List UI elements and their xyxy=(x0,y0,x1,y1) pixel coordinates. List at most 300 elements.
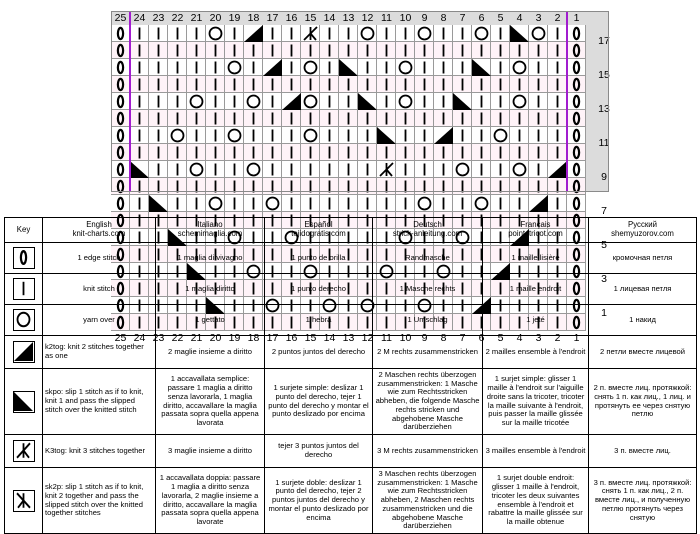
edge-stitch-icon xyxy=(567,76,586,93)
knit-stitch-icon xyxy=(263,127,282,144)
chart-cell xyxy=(149,93,168,110)
chart-cell xyxy=(491,25,510,42)
chart-cell xyxy=(453,144,472,161)
column-number: 17 xyxy=(266,332,279,344)
edge-stitch-icon-glyph xyxy=(14,248,33,267)
header-francais-site: pointstricot.com xyxy=(508,229,563,238)
knit-stitch-icon xyxy=(149,161,168,178)
chart-cell xyxy=(282,144,301,161)
edge-line-left xyxy=(129,11,131,192)
header-deutsch-label: Deutsch xyxy=(413,220,442,230)
chart-cell xyxy=(111,110,130,127)
knit-stitch-icon xyxy=(225,161,244,178)
column-number: 3 xyxy=(535,332,542,344)
knit-stitch-icon xyxy=(491,195,510,212)
skpo-icon xyxy=(377,127,396,144)
knit-stitch-icon xyxy=(282,195,301,212)
knit-stitch-icon xyxy=(415,127,434,144)
legend-cell-ru: 3 п. вместе лиц. xyxy=(589,435,697,468)
knit-stitch-icon xyxy=(358,195,377,212)
column-number: 25 xyxy=(114,12,127,24)
chart-cell xyxy=(130,59,149,76)
yarn-over-icon xyxy=(472,195,491,212)
k3tog-icon xyxy=(301,25,320,42)
knit-stitch-icon xyxy=(168,195,187,212)
legend-cell-de: Randmasche xyxy=(373,243,483,274)
knit-stitch-icon xyxy=(149,93,168,110)
knit-stitch-icon xyxy=(149,127,168,144)
chart-cell xyxy=(453,127,472,144)
chart-cell xyxy=(415,144,434,161)
chart-cell xyxy=(491,76,510,93)
knit-stitch-icon xyxy=(149,178,168,195)
knit-stitch-icon xyxy=(225,195,244,212)
chart-cell xyxy=(453,76,472,93)
chart-cell xyxy=(206,59,225,76)
chart-cell xyxy=(301,42,320,59)
knit-stitch-icon xyxy=(149,144,168,161)
chart-cell xyxy=(130,127,149,144)
chart-cell xyxy=(206,178,225,195)
knit-stitch-icon xyxy=(320,59,339,76)
column-number: 4 xyxy=(516,12,523,24)
knit-stitch-icon xyxy=(206,59,225,76)
edge-stitch-icon xyxy=(567,127,586,144)
edge-line-right xyxy=(566,11,568,192)
yarn-over-icon xyxy=(301,127,320,144)
chart-cell xyxy=(111,93,130,110)
knit-stitch-icon xyxy=(548,110,567,127)
k2tog-icon-glyph xyxy=(14,342,33,361)
knit-stitch-icon xyxy=(13,278,35,300)
knit-stitch-icon xyxy=(225,144,244,161)
knit-stitch-icon xyxy=(187,195,206,212)
chart-cell xyxy=(358,161,377,178)
chart-cell xyxy=(168,59,187,76)
yarn-over-icon xyxy=(225,127,244,144)
legend-cell-es: 1 punto derecho xyxy=(265,274,373,305)
chart-cell xyxy=(320,59,339,76)
knit-stitch-icon xyxy=(510,127,529,144)
knit-stitch-icon xyxy=(282,25,301,42)
header-key-label: Key xyxy=(16,224,31,234)
knit-stitch-icon xyxy=(548,76,567,93)
chart-cell xyxy=(529,76,548,93)
sk2p-symbol-cell xyxy=(5,468,43,534)
yarn-over-icon xyxy=(415,195,434,212)
legend-cell-ru: 3 п. вместе лиц. протяжкой: снять 1 п. как лиц., 2 п. вместе лиц., и полученную петлю протянуть через снятую xyxy=(589,468,697,534)
column-number: 14 xyxy=(323,12,336,24)
row-number: 5 xyxy=(601,239,607,251)
chart-cell xyxy=(244,127,263,144)
chart-cell xyxy=(282,59,301,76)
chart-cell xyxy=(339,144,358,161)
knit-stitch-icon xyxy=(415,42,434,59)
knit-stitch-icon xyxy=(339,42,358,59)
chart-cell xyxy=(510,110,529,127)
knit-stitch-icon xyxy=(377,76,396,93)
chart-cell xyxy=(472,195,491,212)
chart-cell xyxy=(149,161,168,178)
chart-cell xyxy=(358,59,377,76)
knit-stitch-icon xyxy=(244,144,263,161)
chart-cell xyxy=(244,25,263,42)
knit-stitch-icon xyxy=(320,110,339,127)
knit-stitch-icon xyxy=(301,195,320,212)
knit-stitch-icon xyxy=(206,93,225,110)
k3tog-icon xyxy=(13,440,35,462)
chart-cell xyxy=(130,178,149,195)
knit-stitch-icon xyxy=(434,25,453,42)
k3tog-symbol-cell xyxy=(5,435,43,468)
chart-cell xyxy=(301,144,320,161)
chart-cell xyxy=(244,161,263,178)
knit-stitch-icon xyxy=(472,93,491,110)
knit-stitch-icon xyxy=(130,178,149,195)
chart-cell xyxy=(567,93,586,110)
legend-cell-en: yarn over xyxy=(43,305,156,336)
chart-cell xyxy=(377,178,396,195)
knit-stitch-icon xyxy=(187,127,206,144)
header-key xyxy=(5,218,43,243)
chart-cell xyxy=(168,195,187,212)
chart-cell xyxy=(225,178,244,195)
chart-cell xyxy=(320,178,339,195)
knit-stitch-icon xyxy=(130,76,149,93)
knit-stitch-icon xyxy=(453,110,472,127)
legend-row-k2tog xyxy=(5,336,697,369)
yarn-over-icon xyxy=(206,195,225,212)
chart-cell xyxy=(206,76,225,93)
knit-stitch-icon xyxy=(301,144,320,161)
chart-cell xyxy=(491,144,510,161)
knit-stitch-icon xyxy=(510,144,529,161)
legend-cell-en: K3tog: knit 3 stitches together xyxy=(43,435,156,468)
chart-cell xyxy=(244,195,263,212)
chart-cell xyxy=(453,25,472,42)
chart-cell xyxy=(415,25,434,42)
chart-cell xyxy=(396,144,415,161)
row-number: 3 xyxy=(601,273,607,285)
chart-cell xyxy=(244,178,263,195)
chart-cell xyxy=(548,127,567,144)
row-number: 7 xyxy=(601,205,607,217)
chart-cell xyxy=(415,76,434,93)
knit-stitch-icon xyxy=(529,161,548,178)
header-italiano-label: Italiano xyxy=(197,220,223,230)
knit-stitch-icon xyxy=(510,76,529,93)
chart-cell xyxy=(339,42,358,59)
knit-stitch-icon xyxy=(320,144,339,161)
knit-stitch-icon xyxy=(263,93,282,110)
chart-cell xyxy=(472,178,491,195)
knit-stitch-icon xyxy=(244,59,263,76)
legend-cell-es: 2 puntos juntos del derecho xyxy=(265,336,373,369)
yarn-over-icon xyxy=(168,127,187,144)
column-number: 11 xyxy=(381,12,392,24)
chart-cell xyxy=(396,76,415,93)
chart-cell xyxy=(548,144,567,161)
knit-stitch-icon xyxy=(244,127,263,144)
knit-stitch-icon xyxy=(377,59,396,76)
chart-cell xyxy=(130,93,149,110)
column-number: 3 xyxy=(535,12,542,24)
edge-stitch-icon xyxy=(111,195,130,212)
knit-stitch-icon xyxy=(472,76,491,93)
knit-stitch-icon xyxy=(415,161,434,178)
chart-cell xyxy=(377,42,396,59)
column-number: 22 xyxy=(171,12,184,24)
column-number: 18 xyxy=(247,332,260,344)
chart-cell xyxy=(396,59,415,76)
chart-cell xyxy=(396,178,415,195)
knit-stitch-icon xyxy=(491,25,510,42)
knit-stitch-icon xyxy=(244,42,263,59)
yarn-over-icon xyxy=(187,161,206,178)
knit-stitch-icon xyxy=(320,93,339,110)
knit-stitch-icon xyxy=(377,178,396,195)
knit-stitch-icon xyxy=(358,76,377,93)
chart-cell xyxy=(187,161,206,178)
knit-stitch-icon xyxy=(187,59,206,76)
knit-stitch-icon xyxy=(434,195,453,212)
knit-stitch-icon xyxy=(491,42,510,59)
chart-cell xyxy=(510,195,529,212)
legend-cell-it: 1 maglia diritto xyxy=(156,274,265,305)
chart-cell xyxy=(510,25,529,42)
knit-stitch-icon xyxy=(510,178,529,195)
chart-cell xyxy=(225,93,244,110)
knit-stitch-symbol-cell xyxy=(5,274,43,305)
chart-cell xyxy=(168,76,187,93)
column-number: 21 xyxy=(190,332,203,344)
knit-stitch-icon xyxy=(168,25,187,42)
row-number: 13 xyxy=(598,103,610,115)
knit-stitch-icon xyxy=(453,195,472,212)
yarn-over-icon xyxy=(510,59,529,76)
chart-cell xyxy=(529,195,548,212)
yarn-over-icon xyxy=(301,59,320,76)
chart-cell xyxy=(396,25,415,42)
edge-stitch-icon xyxy=(111,161,130,178)
chart-cell xyxy=(263,42,282,59)
column-number: 19 xyxy=(228,332,241,344)
column-number: 15 xyxy=(304,332,317,344)
column-number: 13 xyxy=(342,332,355,344)
chart-cell xyxy=(453,42,472,59)
chart-cell xyxy=(548,76,567,93)
knit-stitch-icon-glyph xyxy=(14,279,33,298)
chart-cell xyxy=(453,195,472,212)
chart-cell xyxy=(529,59,548,76)
chart-cell xyxy=(548,178,567,195)
knit-stitch-icon xyxy=(206,144,225,161)
chart-cell xyxy=(149,178,168,195)
skpo-icon xyxy=(472,59,491,76)
chart-cell xyxy=(491,127,510,144)
chart-cell xyxy=(149,110,168,127)
chart-cell xyxy=(187,195,206,212)
edge-stitch-icon xyxy=(567,25,586,42)
chart-cell xyxy=(396,161,415,178)
knit-stitch-icon xyxy=(396,127,415,144)
knit-stitch-icon xyxy=(149,59,168,76)
knit-stitch-icon xyxy=(529,76,548,93)
header-deutsch-site: strick-anleitung.com xyxy=(392,229,463,238)
chart-cell xyxy=(263,144,282,161)
edge-stitch-icon xyxy=(111,110,130,127)
knit-stitch-icon xyxy=(415,144,434,161)
k2tog-icon xyxy=(548,161,567,178)
knit-stitch-icon xyxy=(491,161,510,178)
knit-stitch-icon xyxy=(339,76,358,93)
chart-cell xyxy=(320,42,339,59)
yarn-over-icon xyxy=(225,59,244,76)
chart-cell xyxy=(111,127,130,144)
chart-cell xyxy=(206,25,225,42)
chart-cell xyxy=(320,76,339,93)
chart-cell xyxy=(339,59,358,76)
header-espanol xyxy=(265,218,373,243)
chart-cell xyxy=(415,59,434,76)
chart-cell xyxy=(225,127,244,144)
chart-cell xyxy=(130,195,149,212)
legend-row-yarn-over xyxy=(5,305,697,336)
knit-stitch-icon xyxy=(206,161,225,178)
edge-stitch-icon xyxy=(567,178,586,195)
knit-stitch-icon xyxy=(225,42,244,59)
knit-stitch-icon xyxy=(301,161,320,178)
knit-stitch-icon xyxy=(529,93,548,110)
chart-cell xyxy=(111,161,130,178)
knit-stitch-icon xyxy=(396,195,415,212)
chart-cell xyxy=(358,25,377,42)
knit-stitch-icon xyxy=(491,144,510,161)
chart-cell xyxy=(434,178,453,195)
header-espanol-label: Español xyxy=(304,220,333,230)
chart-cell xyxy=(244,144,263,161)
chart-cell xyxy=(472,59,491,76)
chart-cell xyxy=(491,93,510,110)
legend-cell-en: 1 edge stitch xyxy=(43,243,156,274)
column-number: 25 xyxy=(114,332,127,344)
knit-stitch-icon xyxy=(548,59,567,76)
skpo-symbol-cell xyxy=(5,369,43,435)
edge-stitch-icon xyxy=(111,144,130,161)
column-number: 18 xyxy=(247,12,260,24)
chart-cell xyxy=(320,195,339,212)
knit-stitch-icon xyxy=(225,178,244,195)
knit-stitch-icon xyxy=(491,178,510,195)
chart-cell xyxy=(320,144,339,161)
row-number: 17 xyxy=(598,35,610,47)
column-number: 23 xyxy=(152,332,165,344)
knit-stitch-icon xyxy=(206,42,225,59)
legend-cell-fr: 1 maille lisière xyxy=(483,243,589,274)
skpo-icon xyxy=(130,161,149,178)
knit-stitch-icon xyxy=(130,42,149,59)
column-number: 8 xyxy=(440,332,447,344)
legend-cell-it: 1 maglia di vivagno xyxy=(156,243,265,274)
chart-cell xyxy=(168,178,187,195)
knit-stitch-icon xyxy=(301,76,320,93)
chart-cell xyxy=(396,110,415,127)
knit-stitch-icon xyxy=(548,25,567,42)
chart-cell xyxy=(529,110,548,127)
knit-stitch-icon xyxy=(453,127,472,144)
chart-cell xyxy=(263,76,282,93)
chart-cell xyxy=(111,76,130,93)
chart-cell xyxy=(301,127,320,144)
legend-cell-it: 3 maglie insieme a diritto xyxy=(156,435,265,468)
chart-cell xyxy=(225,195,244,212)
yarn-over-icon xyxy=(510,161,529,178)
chart-cell xyxy=(491,195,510,212)
chart-cell xyxy=(453,161,472,178)
knit-stitch-icon xyxy=(149,76,168,93)
knit-stitch-icon xyxy=(149,25,168,42)
legend-cell-it: 1 accavallata doppia: passare 1 maglia a diritto senza lavorarla, 2 maglie insieme a diritto, accavallare la maglia passata sopra quella appena lavorate xyxy=(156,468,265,534)
chart-cell xyxy=(472,42,491,59)
k2tog-symbol-cell xyxy=(5,336,43,369)
column-number: 1 xyxy=(573,332,580,344)
header-francais-label: Français xyxy=(520,220,551,230)
knit-stitch-icon xyxy=(282,127,301,144)
knit-stitch-icon xyxy=(187,178,206,195)
chart-cell xyxy=(377,59,396,76)
knit-stitch-icon xyxy=(529,42,548,59)
legend-cell-en: sk2p: slip 1 stitch as if to knit, knit 2 together and pass the slipped stitch over the knitted together stitches xyxy=(43,468,156,534)
column-number: 10 xyxy=(399,12,412,24)
chart-cell xyxy=(168,93,187,110)
chart-cell xyxy=(377,127,396,144)
k3tog-icon xyxy=(377,161,396,178)
chart-cell xyxy=(415,110,434,127)
column-number: 9 xyxy=(421,332,428,344)
knit-stitch-icon xyxy=(263,110,282,127)
knit-stitch-icon xyxy=(453,42,472,59)
knit-stitch-icon xyxy=(244,110,263,127)
chart-cell xyxy=(168,144,187,161)
legend-cell-de: 1 Masche rechts xyxy=(373,274,483,305)
skpo-icon-glyph xyxy=(14,392,33,411)
knit-stitch-icon xyxy=(472,144,491,161)
chart-cell xyxy=(358,93,377,110)
legend-cell-es: 1 hebra xyxy=(265,305,373,336)
knit-stitch-icon xyxy=(377,110,396,127)
knit-stitch-icon xyxy=(339,195,358,212)
knit-stitch-icon xyxy=(130,110,149,127)
chart-cell xyxy=(472,76,491,93)
knit-stitch-icon xyxy=(415,178,434,195)
knit-stitch-icon xyxy=(244,178,263,195)
chart-cell xyxy=(206,127,225,144)
column-number: 23 xyxy=(152,12,165,24)
chart-cell xyxy=(472,25,491,42)
chart-cell xyxy=(301,195,320,212)
chart-cell xyxy=(263,178,282,195)
knit-stitch-icon xyxy=(358,127,377,144)
knit-stitch-icon xyxy=(434,144,453,161)
chart-cell xyxy=(472,127,491,144)
yarn-over-icon xyxy=(358,25,377,42)
chart-cell xyxy=(282,93,301,110)
knit-stitch-icon xyxy=(187,25,206,42)
chart-cell xyxy=(320,25,339,42)
column-number: 2 xyxy=(554,12,561,24)
column-number: 4 xyxy=(516,332,523,344)
chart-cell xyxy=(548,195,567,212)
